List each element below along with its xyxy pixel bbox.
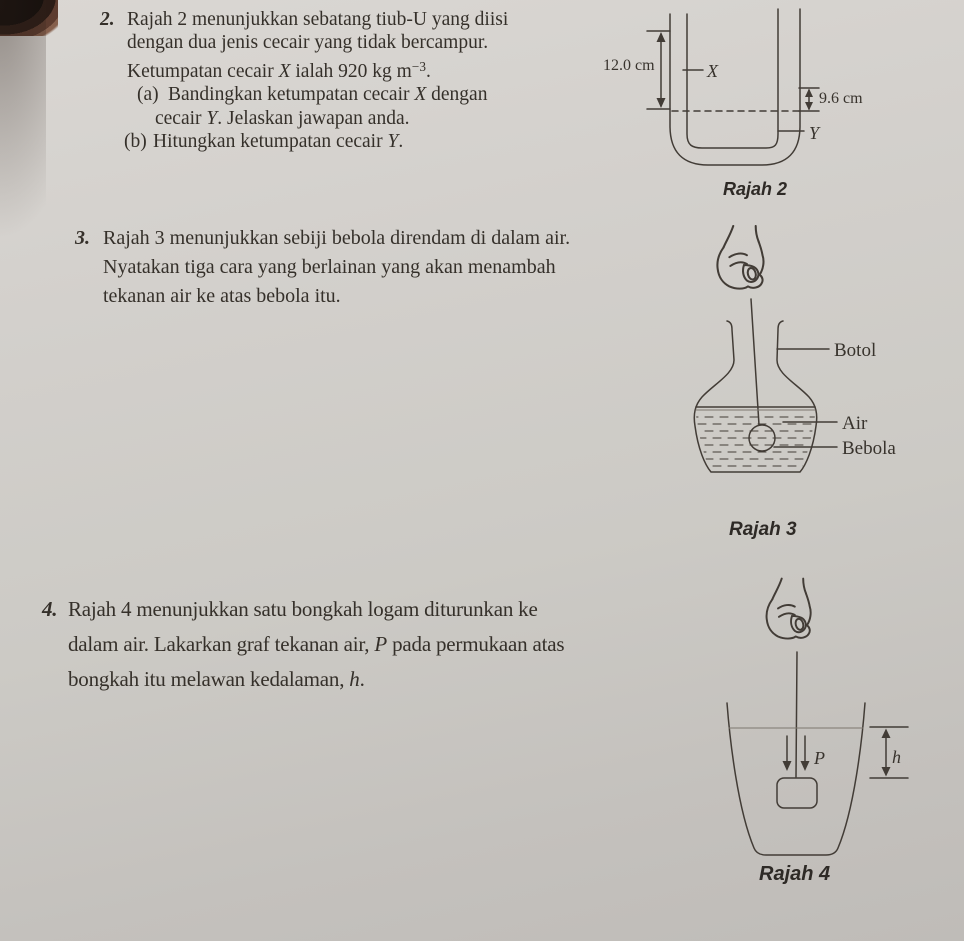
q2-part-a-line-2: cecair Y. Jelaskan jawapan anda. <box>155 107 410 129</box>
caption-rajah3: Rajah 3 <box>729 519 797 540</box>
label-depth-h: h <box>892 747 901 767</box>
caption-rajah4: Rajah 4 <box>759 863 831 885</box>
depth-measure <box>870 727 908 778</box>
q2-line-1: Rajah 2 menunjukkan sebatang tiub-U yang diisi <box>127 9 509 30</box>
question-4-number: 4. <box>42 597 58 621</box>
u-tube-outline <box>670 9 800 165</box>
q4-line-1: Rajah 4 menunjukkan satu bongkah logam diturunkan ke <box>68 597 538 621</box>
label-pressure-p: P <box>814 748 825 768</box>
question-3 <box>75 224 570 311</box>
q3-line-3: tekanan air ke atas bebola itu. <box>103 285 341 307</box>
q2-part-b-line: (b) Hitungkan ketumpatan cecair Y. <box>124 130 404 152</box>
figure-rajah4-block-in-water <box>680 572 964 872</box>
question-2-number: 2. <box>100 9 115 30</box>
water-surface <box>696 407 815 410</box>
q4-line-2: dalam air. Lakarkan graf tekanan air, P pada permukaan atas <box>68 632 565 656</box>
q4-line-3: bongkah itu melawan kedalaman, h. <box>68 667 365 691</box>
metal-block <box>777 778 817 808</box>
q2-line-2: dengan dua jenis cecair yang tidak bercampur. <box>127 32 489 54</box>
height-9p6cm-measure <box>799 88 819 111</box>
q2-line-3: Ketumpatan cecair X ialah 920 kg $m^{-3}$. <box>127 58 431 82</box>
q3-line-1: Rajah 3 menunjukkan sebiji bebola direndam di dalam air. <box>103 227 571 249</box>
q2-part-a-line-1: (a) Bandingkan ketumpatan cecair X dengan <box>137 84 488 106</box>
string-line <box>751 299 759 425</box>
question-4 <box>42 592 564 697</box>
question-2 <box>100 8 508 153</box>
page-edge-shadow <box>0 0 46 340</box>
label-liquid-x: X <box>707 61 718 81</box>
q2-part-b-label: (b) <box>124 130 147 152</box>
hand-sketch-icon <box>717 226 763 289</box>
label-liquid-y: Y <box>809 123 820 143</box>
caption-rajah2: Rajah 2 <box>723 179 788 199</box>
string-line <box>796 652 797 777</box>
hand-sketch-icon <box>767 579 811 639</box>
figure-rajah3-ball-in-bottle <box>650 222 950 514</box>
water-hatching <box>690 417 820 466</box>
question-3-number: 3. <box>75 227 90 249</box>
label-air: Air <box>842 413 868 434</box>
label-9p6cm: 9.6 cm <box>819 90 863 107</box>
label-botol: Botol <box>834 340 877 361</box>
label-12cm: 12.0 cm <box>603 57 655 74</box>
q3-line-2: Nyatakan tiga cara yang berlainan yang akan menambah <box>103 256 556 278</box>
q2-part-a-label: (a) <box>137 84 159 106</box>
label-bebola: Bebola <box>842 438 896 459</box>
